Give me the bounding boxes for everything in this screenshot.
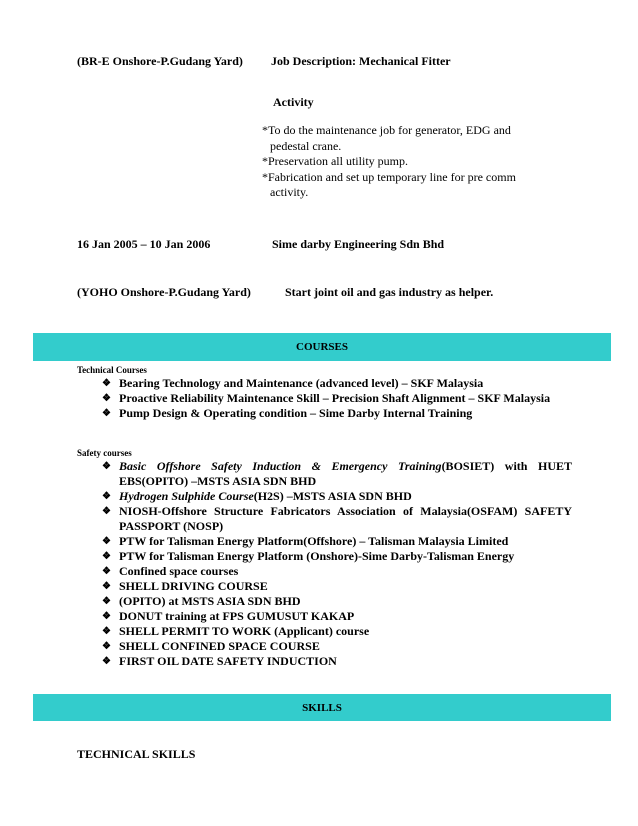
exp-role: Start joint oil and gas industry as helper. [285,285,494,299]
exp-company: Sime darby Engineering Sdn Bhd [272,237,445,251]
skills-title: SKILLS [302,701,342,714]
diamond-bullet-icon: ❖ [102,378,111,389]
exp-location-2: (YOHO Onshore-P.Gudang Yard) [77,285,251,299]
diamond-bullet-icon: ❖ [102,393,111,404]
diamond-bullet-icon: ❖ [102,551,111,562]
technical-skills-heading: TECHNICAL SKILLS [77,747,196,761]
activity-line: *Preservation all utility pump. [262,154,408,168]
list-item [102,489,572,504]
diamond-bullet-icon: ❖ [102,596,111,607]
exp-job-description: Job Description: Mechanical Fitter [271,54,451,68]
course-text: FIRST OIL DATE SAFETY INDUCTION [119,654,337,668]
course-text: Pump Design & Operating condition – Sime Darby Internal Training [119,406,473,420]
course-italic-text: Hydrogen Sulphide Course [119,489,254,503]
course-text: Confined space courses [119,564,239,578]
courses-band [33,333,611,361]
exp-location-1: (BR-E Onshore-P.Gudang Yard) [77,54,243,68]
list-item [102,654,572,669]
diamond-bullet-icon: ❖ [102,461,111,472]
course-text: (OPITO) at MSTS ASIA SDN BHD [119,594,301,608]
course-text: Bearing Technology and Maintenance (advanced level) – SKF Malaysia [119,376,484,390]
list-item [102,564,572,579]
list-item [102,459,572,489]
diamond-bullet-icon: ❖ [102,506,111,517]
activity-line: pedestal crane. [270,138,342,153]
list-item [102,609,572,624]
course-text: (H2S) –MSTS ASIA SDN BHD [253,489,412,503]
diamond-bullet-icon: ❖ [102,491,111,502]
activity-heading: Activity [273,95,314,109]
course-text: NIOSH-Offshore Structure Fabricators Association of Malaysia(OSFAM) SAFETY PASSPORT (NOSP) [119,504,572,533]
course-italic-text: Basic Offshore Safety Induction & Emergency Training [119,459,442,473]
activity-line: activity. [270,185,309,199]
list-item [102,549,572,564]
technical-courses-label: Technical Courses [77,365,147,375]
list-item [102,504,572,534]
course-text: PTW for Talisman Energy Platform(Offshore) – Talisman Malaysia Limited [119,534,509,548]
course-text: (BOSIET) with HUET EBS(OPITO) –MSTS ASIA SDN BHD [119,459,572,488]
exp-dates: 16 Jan 2005 – 10 Jan 2006 [77,237,211,251]
diamond-bullet-icon: ❖ [102,566,111,577]
technical-courses-list [102,376,572,421]
course-text: SHELL CONFINED SPACE COURSE [119,639,320,653]
list-item [102,639,572,654]
list-item [102,391,572,406]
safety-courses-label: Safety courses [77,448,132,458]
course-text: DONUT training at FPS GUMUSUT KAKAP [119,609,355,623]
list-item [102,624,572,639]
list-item [102,579,572,594]
diamond-bullet-icon: ❖ [102,626,111,637]
skills-band [33,694,611,721]
diamond-bullet-icon: ❖ [102,611,111,622]
course-text: PTW for Talisman Energy Platform (Onshore)-Sime Darby-Talisman Energy [119,549,515,563]
diamond-bullet-icon: ❖ [102,581,111,592]
activity-list [262,123,516,201]
course-text: SHELL PERMIT TO WORK (Applicant) course [119,624,370,638]
diamond-bullet-icon: ❖ [102,656,111,667]
diamond-bullet-icon: ❖ [102,641,111,652]
activity-line: *To do the maintenance job for generator, EDG and [262,123,511,137]
diamond-bullet-icon: ❖ [102,536,111,547]
courses-title: COURSES [296,341,348,353]
list-item [102,406,572,421]
list-item [102,534,572,549]
safety-courses-list [102,459,572,669]
diamond-bullet-icon: ❖ [102,408,111,419]
activity-line: *Fabrication and set up temporary line for pre comm [262,169,516,184]
course-text: Proactive Reliability Maintenance Skill – Precision Shaft Alignment – SKF Malaysia [119,391,551,405]
list-item [102,376,572,391]
list-item [102,594,572,609]
course-text: SHELL DRIVING COURSE [119,579,268,593]
